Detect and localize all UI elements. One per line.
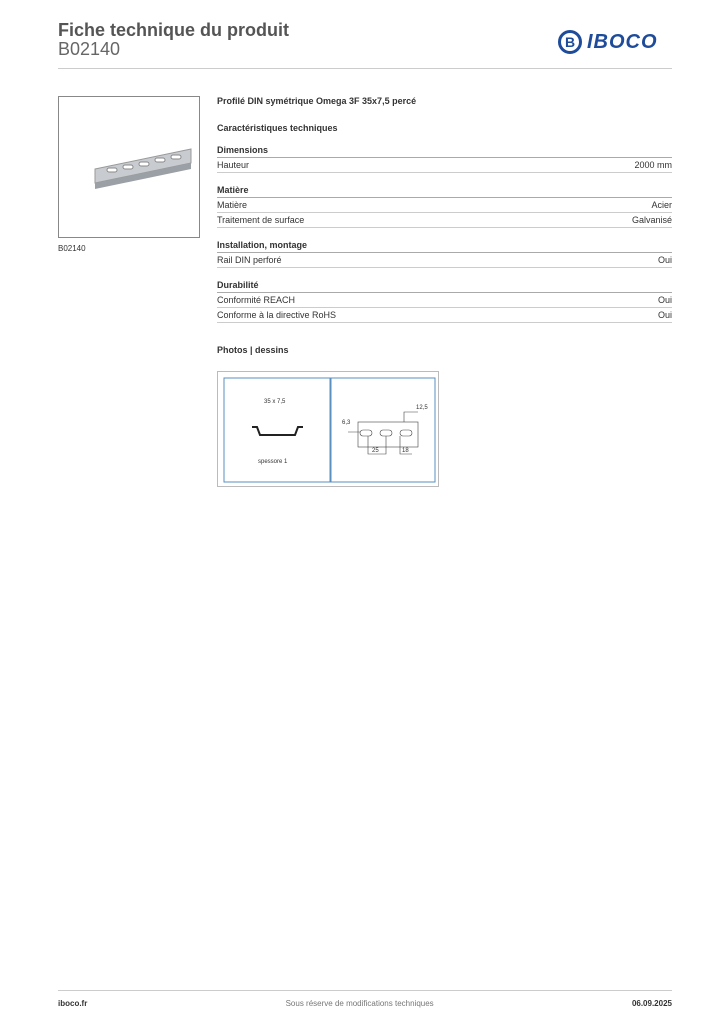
spec-label: Traitement de surface	[217, 215, 305, 225]
spec-label: Hauteur	[217, 160, 250, 170]
spec-label: Conforme à la directive RoHS	[217, 310, 337, 320]
section-title: Durabilité	[217, 280, 672, 293]
drawing-size: 35 x 7,5	[264, 399, 286, 405]
section-title: Matière	[217, 185, 672, 198]
product-name: Profilé DIN symétrique Omega 3F 35x7,5 percé	[217, 96, 417, 106]
spec-value: Oui	[657, 310, 672, 320]
spec-label: Matière	[217, 200, 248, 210]
dim-b: 6,3	[342, 420, 351, 426]
spec-row	[217, 158, 672, 173]
spec-row	[217, 253, 672, 268]
photos-heading: Photos | dessins	[217, 345, 289, 355]
spec-row	[217, 213, 672, 228]
product-photo	[58, 96, 200, 238]
footer	[58, 990, 672, 1008]
spec-row	[217, 293, 672, 308]
spec-value: Oui	[657, 295, 672, 305]
spec-row	[217, 308, 672, 323]
page-title: Fiche technique du produit	[58, 20, 289, 40]
spec-value: 2000 mm	[634, 160, 672, 170]
dim-c: 25	[372, 448, 379, 454]
spec-label: Conformité REACH	[217, 295, 296, 305]
drawing-thickness: spessore 1	[258, 459, 288, 465]
dim-a: 12,5	[416, 405, 428, 411]
logo-text: IBOCO	[587, 30, 658, 53]
spec-label: Rail DIN perforé	[217, 255, 282, 265]
dim-d: 18	[402, 448, 409, 454]
tech-heading: Caractéristiques techniques	[217, 123, 338, 133]
product-code: B02140	[58, 39, 121, 59]
technical-drawing	[217, 371, 439, 487]
logo-mark-icon: B	[558, 30, 582, 54]
specs	[217, 96, 672, 355]
spec-value: Oui	[657, 255, 672, 265]
din-rail-image	[59, 97, 199, 237]
section-title: Installation, montage	[217, 240, 672, 253]
divider	[58, 68, 672, 69]
photo-caption: B02140	[58, 244, 86, 253]
spec-value: Acier	[651, 200, 672, 210]
iboco-logo	[558, 30, 658, 54]
spec-row	[217, 198, 672, 213]
footer-date: 06.09.2025	[631, 999, 672, 1008]
section-title: Dimensions	[217, 145, 672, 158]
spec-value: Galvanisé	[631, 215, 672, 225]
footer-site[interactable]: iboco.fr	[58, 999, 88, 1008]
footer-note: Sous réserve de modifications techniques	[285, 999, 434, 1008]
